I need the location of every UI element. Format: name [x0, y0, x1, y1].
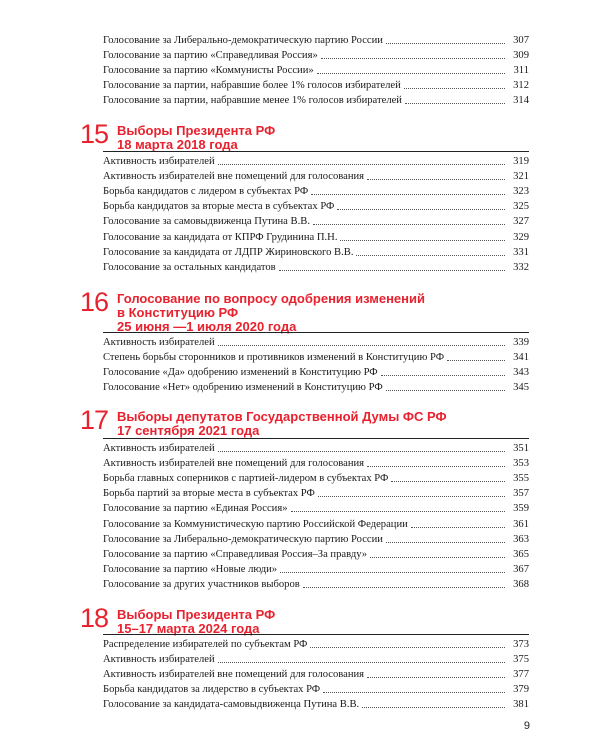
toc-entry-page: 363 — [513, 533, 529, 545]
toc-entry-title: Борьба главных соперников с партией-лидером в субъектах РФ — [103, 473, 389, 485]
toc-entry-title: Активность избирателей — [103, 156, 215, 167]
toc-entry-page: 332 — [513, 261, 529, 273]
toc-entry-title: Голосование «Нет» одобрению изменений в Конституцию РФ — [103, 382, 383, 394]
dot-leader — [313, 224, 505, 225]
toc-entry-title: Борьба кандидатов с лидером в субъектах РФ — [103, 186, 309, 198]
dot-leader — [386, 43, 505, 44]
section-number: 17 — [80, 405, 109, 435]
toc-entry-page: 373 — [513, 639, 529, 650]
toc-entry[interactable] — [103, 500, 529, 515]
section-title-line: 25 июня —1 июля 2020 года — [117, 319, 297, 334]
toc-entry-page: 368 — [513, 578, 529, 590]
toc-entry-page: 314 — [513, 95, 529, 107]
toc-entry[interactable] — [103, 546, 529, 561]
dot-leader — [218, 662, 505, 663]
toc-entry[interactable] — [103, 62, 529, 77]
toc-entry[interactable] — [103, 168, 529, 183]
toc-entry-title: Активность избирателей вне помещений для голосования — [103, 458, 365, 470]
section-title — [117, 292, 537, 334]
toc-entry-page: 341 — [513, 352, 529, 364]
dot-leader — [321, 58, 505, 59]
toc-entry[interactable] — [103, 153, 529, 168]
toc-entry[interactable] — [103, 229, 529, 244]
toc-entry[interactable] — [103, 470, 529, 485]
toc-entry-title: Голосование за Либерально-демократическую партию России — [103, 533, 383, 545]
dot-leader — [367, 466, 505, 467]
dot-leader — [218, 345, 505, 346]
dot-leader — [405, 103, 505, 104]
dot-leader — [337, 209, 505, 210]
toc-entry-title: Борьба кандидатов за вторые места в субъектах РФ — [103, 201, 335, 213]
toc-entry[interactable] — [103, 576, 529, 591]
toc-entry[interactable] — [103, 455, 529, 470]
page-number: 9 — [523, 720, 530, 732]
dot-leader — [386, 390, 505, 391]
dot-leader — [447, 360, 505, 361]
section-divider — [103, 438, 529, 439]
toc-entry-title: Активность избирателей вне помещений для голосования — [103, 171, 365, 183]
dot-leader — [218, 451, 505, 452]
toc-entry-page: 309 — [513, 50, 529, 62]
toc-entry-title: Голосование за партию «Единая Россия» — [103, 503, 288, 515]
toc-entry[interactable] — [103, 213, 529, 228]
toc-entry-title: Голосование за самовыдвиженца Путина В.В. — [103, 216, 310, 228]
toc-entry-title: Голосование за партии, набравшие менее 1% голосов избирателей — [103, 95, 402, 107]
toc-entry-title: Голосование за партии, набравшие более 1% голосов избирателей — [103, 80, 401, 92]
dot-leader — [218, 164, 505, 165]
toc-entry-title: Голосование за кандидата-самовыдвиженца Путина В.В. — [103, 699, 360, 711]
toc-entry-title: Распределение избирателей по субъектам РФ — [103, 639, 308, 650]
section-divider — [103, 332, 529, 333]
toc-entry[interactable] — [103, 696, 529, 711]
section-title-line: Голосование по вопросу одобрения изменений — [117, 291, 426, 306]
section-title-line: 15–17 марта 2024 года — [117, 621, 260, 636]
toc-entry-page: 375 — [513, 654, 529, 666]
section-number: 16 — [80, 287, 109, 317]
toc-entry-page: 321 — [513, 171, 529, 183]
toc-entry-title: Активность избирателей вне помещений для голосования — [103, 669, 365, 681]
section-title-line: Выборы Президента РФ — [117, 123, 276, 138]
toc-entry-title: Голосование за партию «Справедливая Россия–За правду» — [103, 548, 368, 560]
dot-leader — [370, 557, 505, 558]
toc-entry[interactable] — [103, 516, 529, 531]
toc-entry[interactable] — [103, 485, 529, 500]
section-title — [117, 608, 537, 636]
toc-entry-title: Голосование за партию «Коммунисты России» — [103, 65, 314, 77]
toc-entry[interactable] — [103, 32, 529, 47]
toc-entry-page: 361 — [513, 518, 529, 530]
toc-entry-page: 343 — [513, 367, 529, 379]
toc-entry-page: 312 — [513, 80, 529, 92]
toc-entry[interactable] — [103, 651, 529, 666]
toc-entry-title: Голосование за партию «Справедливая Россия» — [103, 50, 318, 62]
dot-leader — [411, 527, 505, 528]
toc-entry-title: Голосование за кандидата от КПРФ Грудинина П.Н. — [103, 231, 338, 243]
toc-entry-page: 355 — [513, 473, 529, 485]
toc-entry-page: 311 — [513, 65, 529, 77]
toc-entry[interactable] — [103, 440, 529, 455]
toc-entry-title: Голосование за остальных кандидатов — [103, 261, 276, 273]
toc-entry[interactable] — [103, 259, 529, 274]
toc-entry[interactable] — [103, 198, 529, 213]
dot-leader — [280, 572, 505, 573]
toc-entry[interactable] — [103, 244, 529, 259]
toc-entry-page: 339 — [513, 337, 529, 348]
toc-entry-page: 357 — [513, 488, 529, 500]
toc-entry[interactable] — [103, 47, 529, 62]
toc-entry[interactable] — [103, 561, 529, 576]
section-divider — [103, 151, 529, 152]
dot-leader — [362, 707, 505, 708]
toc-entry[interactable] — [103, 183, 529, 198]
section-number: 18 — [80, 603, 109, 633]
toc-entry-title: Активность избирателей — [103, 337, 215, 348]
toc-entry-title: Степень борьбы сторонников и противников изменений в Конституцию РФ — [103, 352, 445, 364]
toc-entry-title: Голосование за партию «Новые люди» — [103, 563, 278, 575]
section-title-line: Выборы Президента РФ — [117, 607, 276, 622]
section-title-line: 17 сентября 2021 года — [117, 423, 260, 438]
dot-leader — [404, 88, 505, 89]
dot-leader — [279, 270, 505, 271]
dot-leader — [367, 677, 505, 678]
toc-entry[interactable] — [103, 77, 529, 92]
toc-entry-title: Активность избирателей — [103, 654, 215, 666]
section-divider — [103, 634, 529, 635]
dot-leader — [356, 255, 505, 256]
toc-entry-page: 345 — [513, 382, 529, 394]
toc-entry[interactable] — [103, 681, 529, 696]
section-title — [117, 124, 537, 152]
section-title-line: в Конституцию РФ — [117, 305, 239, 320]
section-number: 15 — [80, 119, 109, 149]
toc-entry-title: Голосование «Да» одобрению изменений в Конституцию РФ — [103, 367, 378, 379]
dot-leader — [317, 73, 505, 74]
toc-entry-page: 377 — [513, 669, 529, 681]
toc-entry-title: Голосование за Либерально-демократическую партию России — [103, 35, 383, 46]
toc-entry-title: Борьба кандидатов за лидерство в субъектах РФ — [103, 684, 321, 696]
toc-entry-page: 323 — [513, 186, 529, 198]
dot-leader — [367, 179, 505, 180]
toc-entry-page: 325 — [513, 201, 529, 213]
toc-entry[interactable] — [103, 636, 529, 651]
dot-leader — [318, 496, 505, 497]
toc-entry[interactable] — [103, 349, 529, 364]
dot-leader — [311, 194, 505, 195]
toc-entry-page: 327 — [513, 216, 529, 228]
dot-leader — [303, 587, 505, 588]
dot-leader — [386, 542, 505, 543]
toc-entry[interactable] — [103, 364, 529, 379]
toc-entry-page: 367 — [513, 563, 529, 575]
toc-entry-title: Голосование за Коммунистическую партию Российской Федерации — [103, 518, 408, 530]
dot-leader — [391, 481, 505, 482]
toc-entry-title: Голосование за кандидата от ЛДПР Жириновского В.В. — [103, 246, 354, 258]
section-title-line: 18 марта 2018 года — [117, 137, 238, 152]
dot-leader — [323, 692, 505, 693]
toc-entry-page: 331 — [513, 246, 529, 258]
toc-entry-page: 351 — [513, 443, 529, 454]
section-title-line: Выборы депутатов Государственной Думы ФС РФ — [117, 409, 447, 424]
toc-entry-title: Борьба партий за вторые места в субъектах РФ — [103, 488, 315, 500]
toc-entry-page: 359 — [513, 503, 529, 515]
toc-entry-page: 365 — [513, 548, 529, 560]
section-title — [117, 410, 537, 438]
toc-entry-page: 353 — [513, 458, 529, 470]
dot-leader — [340, 240, 505, 241]
toc-entry[interactable] — [103, 379, 529, 394]
toc-entry-page: 329 — [513, 231, 529, 243]
toc-entry[interactable] — [103, 531, 529, 546]
toc-entry[interactable] — [103, 666, 529, 681]
toc-entry-title: Голосование за других участников выборов — [103, 578, 300, 590]
toc-entry-page: 381 — [513, 699, 529, 711]
toc-entry-page: 319 — [513, 156, 529, 167]
dot-leader — [310, 647, 505, 648]
dot-leader — [291, 511, 505, 512]
toc-entry[interactable] — [103, 92, 529, 107]
dot-leader — [381, 375, 505, 376]
toc-entry-title: Активность избирателей — [103, 443, 215, 454]
toc-entry-page: 307 — [513, 35, 529, 46]
toc-entry-page: 379 — [513, 684, 529, 696]
toc-entry[interactable] — [103, 334, 529, 349]
